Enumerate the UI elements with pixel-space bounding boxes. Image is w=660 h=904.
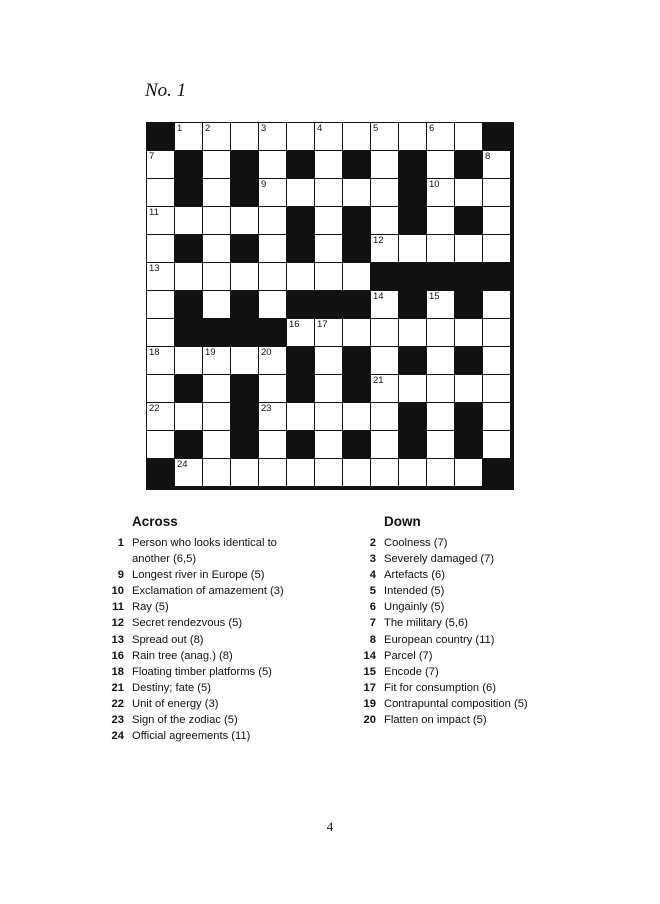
grid-block	[287, 375, 314, 402]
grid-block	[175, 235, 202, 262]
grid-block	[455, 151, 482, 178]
puzzle-title: No. 1	[145, 80, 187, 101]
across-clue	[104, 696, 314, 712]
grid-cell[interactable]	[483, 179, 510, 206]
grid-cell[interactable]	[175, 347, 202, 374]
grid-cell[interactable]	[315, 347, 342, 374]
grid-cell[interactable]	[259, 179, 286, 206]
grid-block	[203, 319, 230, 346]
down-clue	[356, 648, 566, 664]
clue-text: Intended (5)	[384, 585, 445, 598]
grid-cell[interactable]	[203, 347, 230, 374]
grid-cell[interactable]	[427, 291, 454, 318]
grid-cell[interactable]	[203, 291, 230, 318]
grid-cell[interactable]	[315, 207, 342, 234]
cell-number: 4	[317, 123, 323, 134]
grid-cell[interactable]	[231, 347, 258, 374]
grid-cell[interactable]	[315, 375, 342, 402]
grid-cell[interactable]	[455, 319, 482, 346]
grid-cell[interactable]	[231, 207, 258, 234]
grid-cell[interactable]	[175, 207, 202, 234]
cell-number: 7	[149, 151, 155, 162]
grid-cell[interactable]	[259, 375, 286, 402]
grid-block	[175, 291, 202, 318]
clue-text: Encode (7)	[384, 665, 439, 678]
page-number: 4	[326, 819, 334, 834]
grid-cell[interactable]	[371, 151, 398, 178]
grid-cell[interactable]	[203, 403, 230, 430]
cell-number: 24	[177, 459, 188, 470]
grid-cell[interactable]	[259, 347, 286, 374]
grid-cell[interactable]	[147, 319, 174, 346]
grid-block	[399, 403, 426, 430]
grid-block	[175, 375, 202, 402]
grid-cell[interactable]	[483, 431, 510, 458]
grid-cell[interactable]	[203, 123, 230, 150]
down-clue	[356, 583, 566, 599]
grid-block	[175, 151, 202, 178]
clue-text: Flatten on impact (5)	[384, 714, 487, 727]
grid-cell[interactable]	[147, 431, 174, 458]
grid-block	[231, 403, 258, 430]
down-clue	[356, 551, 566, 567]
grid-block	[483, 459, 510, 486]
grid-cell[interactable]	[231, 263, 258, 290]
clue-number: 12	[111, 617, 124, 630]
grid-cell[interactable]	[343, 123, 370, 150]
grid-cell[interactable]	[399, 319, 426, 346]
grid-cell[interactable]	[371, 375, 398, 402]
clue-number: 13	[111, 633, 124, 646]
grid-block	[455, 263, 482, 290]
grid-block	[343, 151, 370, 178]
grid-cell[interactable]	[231, 459, 258, 486]
grid-cell[interactable]	[175, 459, 202, 486]
crossword-grid	[146, 122, 514, 490]
grid-cell[interactable]	[483, 207, 510, 234]
grid-block	[483, 263, 510, 290]
grid-block	[343, 431, 370, 458]
grid-cell[interactable]	[287, 123, 314, 150]
clue-number: 5	[369, 585, 376, 598]
grid-cell[interactable]	[259, 263, 286, 290]
grid-cell[interactable]	[371, 459, 398, 486]
down-clue	[356, 680, 566, 696]
across-clue	[104, 615, 314, 631]
grid-cell[interactable]	[259, 431, 286, 458]
clue-number: 20	[363, 714, 376, 727]
down-clue	[356, 664, 566, 680]
clue-text: Severely damaged (7)	[384, 553, 495, 566]
cell-number: 15	[429, 291, 440, 302]
grid-block	[427, 263, 454, 290]
grid-block	[399, 347, 426, 374]
clue-number: 1	[117, 537, 124, 549]
grid-cell[interactable]	[455, 375, 482, 402]
clue-text: The military (5,6)	[384, 617, 468, 630]
cell-number: 23	[261, 403, 272, 414]
grid-cell[interactable]	[175, 403, 202, 430]
grid-cell[interactable]	[483, 403, 510, 430]
across-clue	[104, 680, 314, 696]
clue-text: Coolness (7)	[384, 537, 448, 549]
grid-cell[interactable]	[427, 207, 454, 234]
grid-block	[343, 347, 370, 374]
grid-cell[interactable]	[371, 235, 398, 262]
grid-cell[interactable]	[427, 459, 454, 486]
grid-cell[interactable]	[455, 179, 482, 206]
grid-cell[interactable]	[175, 123, 202, 150]
grid-cell[interactable]	[483, 151, 510, 178]
clue-number: 23	[111, 714, 124, 727]
clue-number: 16	[111, 649, 124, 662]
grid-block	[259, 319, 286, 346]
grid-cell[interactable]	[147, 235, 174, 262]
cell-number: 5	[373, 123, 379, 134]
across-clue	[104, 632, 314, 648]
down-clue	[356, 712, 566, 728]
clue-text: Artefacts (6)	[384, 569, 445, 582]
cell-number: 14	[373, 291, 384, 302]
clue-number: 4	[369, 569, 376, 582]
grid-block	[455, 403, 482, 430]
grid-cell[interactable]	[371, 347, 398, 374]
grid-cell[interactable]	[483, 235, 510, 262]
grid-cell[interactable]	[203, 179, 230, 206]
clue-number: 6	[369, 601, 376, 614]
grid-block	[399, 431, 426, 458]
grid-block	[343, 207, 370, 234]
down-clue	[356, 632, 566, 648]
grid-cell[interactable]	[287, 403, 314, 430]
down-heading: Down	[384, 514, 421, 529]
grid-block	[175, 179, 202, 206]
cell-number: 18	[149, 347, 160, 358]
clue-text: Contrapuntal composition (5)	[384, 697, 528, 710]
grid-cell[interactable]	[287, 459, 314, 486]
grid-block	[315, 291, 342, 318]
grid-cell[interactable]	[147, 347, 174, 374]
clue-number: 15	[363, 665, 376, 678]
across-clue	[104, 664, 314, 680]
grid-cell[interactable]	[259, 207, 286, 234]
grid-cell[interactable]	[343, 403, 370, 430]
across-clue	[104, 583, 314, 599]
grid-cell[interactable]	[147, 375, 174, 402]
grid-cell[interactable]	[399, 459, 426, 486]
grid-cell[interactable]	[287, 319, 314, 346]
grid-cell[interactable]	[259, 235, 286, 262]
clue-number: 19	[363, 697, 376, 710]
clue-number: 2	[369, 537, 376, 549]
grid-block	[175, 319, 202, 346]
grid-cell[interactable]	[427, 235, 454, 262]
grid-cell[interactable]	[371, 291, 398, 318]
clue-text: Secret rendezvous (5)	[132, 617, 243, 630]
clue-text: Ungainly (5)	[384, 601, 445, 614]
grid-cell[interactable]	[315, 403, 342, 430]
grid-cell[interactable]	[427, 123, 454, 150]
grid-cell[interactable]	[455, 459, 482, 486]
across-clue	[104, 648, 314, 664]
down-clue	[356, 599, 566, 615]
grid-cell[interactable]	[483, 347, 510, 374]
grid-block	[287, 151, 314, 178]
grid-block	[287, 347, 314, 374]
grid-block	[343, 235, 370, 262]
clue-text: Person who looks identical to another (6,5)	[132, 537, 277, 566]
grid-cell[interactable]	[399, 123, 426, 150]
down-clue	[356, 567, 566, 583]
cell-number: 11	[149, 207, 159, 218]
clue-number: 9	[117, 569, 124, 582]
grid-cell[interactable]	[203, 263, 230, 290]
clue-text: Rain tree (anag.) (8)	[132, 649, 233, 662]
grid-block	[371, 263, 398, 290]
clue-text: Destiny; fate (5)	[132, 681, 211, 694]
grid-cell[interactable]	[427, 151, 454, 178]
grid-cell[interactable]	[399, 375, 426, 402]
grid-block	[455, 207, 482, 234]
grid-cell[interactable]	[343, 459, 370, 486]
clue-number: 18	[111, 665, 124, 678]
clue-number: 22	[111, 697, 124, 710]
grid-block	[231, 235, 258, 262]
grid-block	[399, 291, 426, 318]
grid-cell[interactable]	[147, 179, 174, 206]
grid-cell[interactable]	[343, 319, 370, 346]
clue-text: Ray (5)	[132, 601, 169, 614]
across-heading: Across	[132, 514, 178, 529]
clue-text: Spread out (8)	[132, 633, 204, 646]
clue-text: Official agreements (11)	[132, 730, 251, 743]
clue-text: Unit of energy (3)	[132, 697, 219, 710]
grid-cell[interactable]	[315, 151, 342, 178]
grid-cell[interactable]	[203, 235, 230, 262]
cell-number: 10	[429, 179, 440, 190]
grid-cell[interactable]	[371, 403, 398, 430]
cell-number: 20	[261, 347, 272, 358]
cell-number: 22	[149, 403, 160, 414]
cell-number: 9	[261, 179, 267, 190]
grid-block	[455, 347, 482, 374]
clue-number: 7	[369, 617, 376, 630]
cell-number: 21	[373, 375, 384, 386]
down-clues	[356, 513, 566, 728]
cell-number: 19	[205, 347, 216, 358]
grid-cell[interactable]	[343, 179, 370, 206]
grid-cell[interactable]	[315, 263, 342, 290]
grid-cell[interactable]	[371, 431, 398, 458]
clue-number: 8	[369, 633, 376, 646]
grid-cell[interactable]	[259, 123, 286, 150]
grid-cell[interactable]	[371, 207, 398, 234]
grid-block	[455, 291, 482, 318]
across-clue	[104, 712, 314, 728]
across-clue	[104, 535, 314, 567]
clue-number: 24	[111, 730, 124, 743]
clue-text: Longest river in Europe (5)	[132, 569, 265, 582]
grid-block	[343, 375, 370, 402]
grid-block	[287, 235, 314, 262]
grid-block	[287, 291, 314, 318]
clue-number: 14	[363, 649, 376, 662]
grid-block	[231, 431, 258, 458]
grid-cell[interactable]	[287, 263, 314, 290]
grid-cell[interactable]	[427, 431, 454, 458]
grid-cell[interactable]	[483, 319, 510, 346]
grid-cell[interactable]	[343, 263, 370, 290]
grid-block	[231, 319, 258, 346]
clue-text: Parcel (7)	[384, 649, 433, 662]
grid-block	[175, 431, 202, 458]
cell-number: 12	[373, 235, 384, 246]
grid-cell[interactable]	[371, 319, 398, 346]
cell-number: 17	[317, 319, 328, 330]
grid-cell[interactable]	[287, 179, 314, 206]
grid-block	[231, 291, 258, 318]
grid-cell[interactable]	[315, 235, 342, 262]
across-clues	[104, 513, 314, 744]
grid-block	[147, 459, 174, 486]
clue-number: 3	[369, 553, 376, 566]
grid-cell[interactable]	[399, 235, 426, 262]
grid-cell[interactable]	[455, 123, 482, 150]
grid-cell[interactable]	[427, 319, 454, 346]
clue-text: Floating timber platforms (5)	[132, 665, 272, 678]
down-clue	[356, 696, 566, 712]
grid-cell[interactable]	[147, 263, 174, 290]
grid-cell[interactable]	[371, 179, 398, 206]
grid-block	[399, 151, 426, 178]
grid-cell[interactable]	[203, 459, 230, 486]
clue-number: 17	[363, 681, 376, 694]
clue-text: Sign of the zodiac (5)	[132, 714, 238, 727]
grid-cell[interactable]	[483, 375, 510, 402]
grid-cell[interactable]	[315, 179, 342, 206]
across-clue	[104, 599, 314, 615]
grid-cell[interactable]	[147, 403, 174, 430]
clue-number: 10	[111, 585, 124, 598]
grid-block	[399, 179, 426, 206]
grid-block	[483, 123, 510, 150]
cell-number: 3	[261, 123, 267, 134]
cell-number: 2	[205, 123, 211, 134]
down-clue	[356, 615, 566, 631]
grid-block	[231, 375, 258, 402]
across-clue	[104, 728, 314, 744]
grid-cell[interactable]	[315, 431, 342, 458]
cell-number: 13	[149, 263, 160, 274]
grid-cell[interactable]	[371, 123, 398, 150]
cell-number: 8	[485, 151, 491, 162]
grid-block	[455, 431, 482, 458]
grid-block	[399, 207, 426, 234]
clue-number: 11	[112, 601, 124, 614]
grid-cell[interactable]	[259, 291, 286, 318]
grid-cell[interactable]	[203, 151, 230, 178]
grid-cell[interactable]	[427, 375, 454, 402]
grid-block	[147, 123, 174, 150]
across-clue-list	[104, 535, 314, 744]
cell-number: 1	[177, 123, 183, 134]
grid-cell[interactable]	[427, 179, 454, 206]
grid-cell[interactable]	[259, 151, 286, 178]
grid-cell[interactable]	[315, 123, 342, 150]
grid-block	[287, 207, 314, 234]
grid-cell[interactable]	[315, 459, 342, 486]
grid-block	[287, 431, 314, 458]
grid-cell[interactable]	[147, 207, 174, 234]
across-clue	[104, 567, 314, 583]
clue-text: European country (11)	[384, 633, 495, 646]
grid-cell[interactable]	[427, 403, 454, 430]
grid-cell[interactable]	[259, 459, 286, 486]
grid-cell[interactable]	[147, 151, 174, 178]
down-clue-list	[356, 535, 566, 728]
grid-cell[interactable]	[203, 431, 230, 458]
grid-cell[interactable]	[203, 207, 230, 234]
cell-number: 16	[289, 319, 300, 330]
grid-block	[399, 263, 426, 290]
grid-cell[interactable]	[427, 347, 454, 374]
clue-text: Fit for consumption (6)	[384, 681, 496, 694]
grid-cell[interactable]	[203, 375, 230, 402]
grid-block	[231, 179, 258, 206]
clue-number: 21	[111, 681, 124, 694]
grid-cell[interactable]	[259, 403, 286, 430]
cell-number: 6	[429, 123, 435, 134]
grid-block	[231, 151, 258, 178]
grid-cell[interactable]	[175, 263, 202, 290]
clue-text: Exclamation of amazement (3)	[132, 585, 284, 598]
grid-cell[interactable]	[231, 123, 258, 150]
grid-block	[343, 291, 370, 318]
grid-cell[interactable]	[147, 291, 174, 318]
grid-cell[interactable]	[315, 319, 342, 346]
grid-cell[interactable]	[455, 235, 482, 262]
grid-cell[interactable]	[483, 291, 510, 318]
down-clue	[356, 535, 566, 551]
